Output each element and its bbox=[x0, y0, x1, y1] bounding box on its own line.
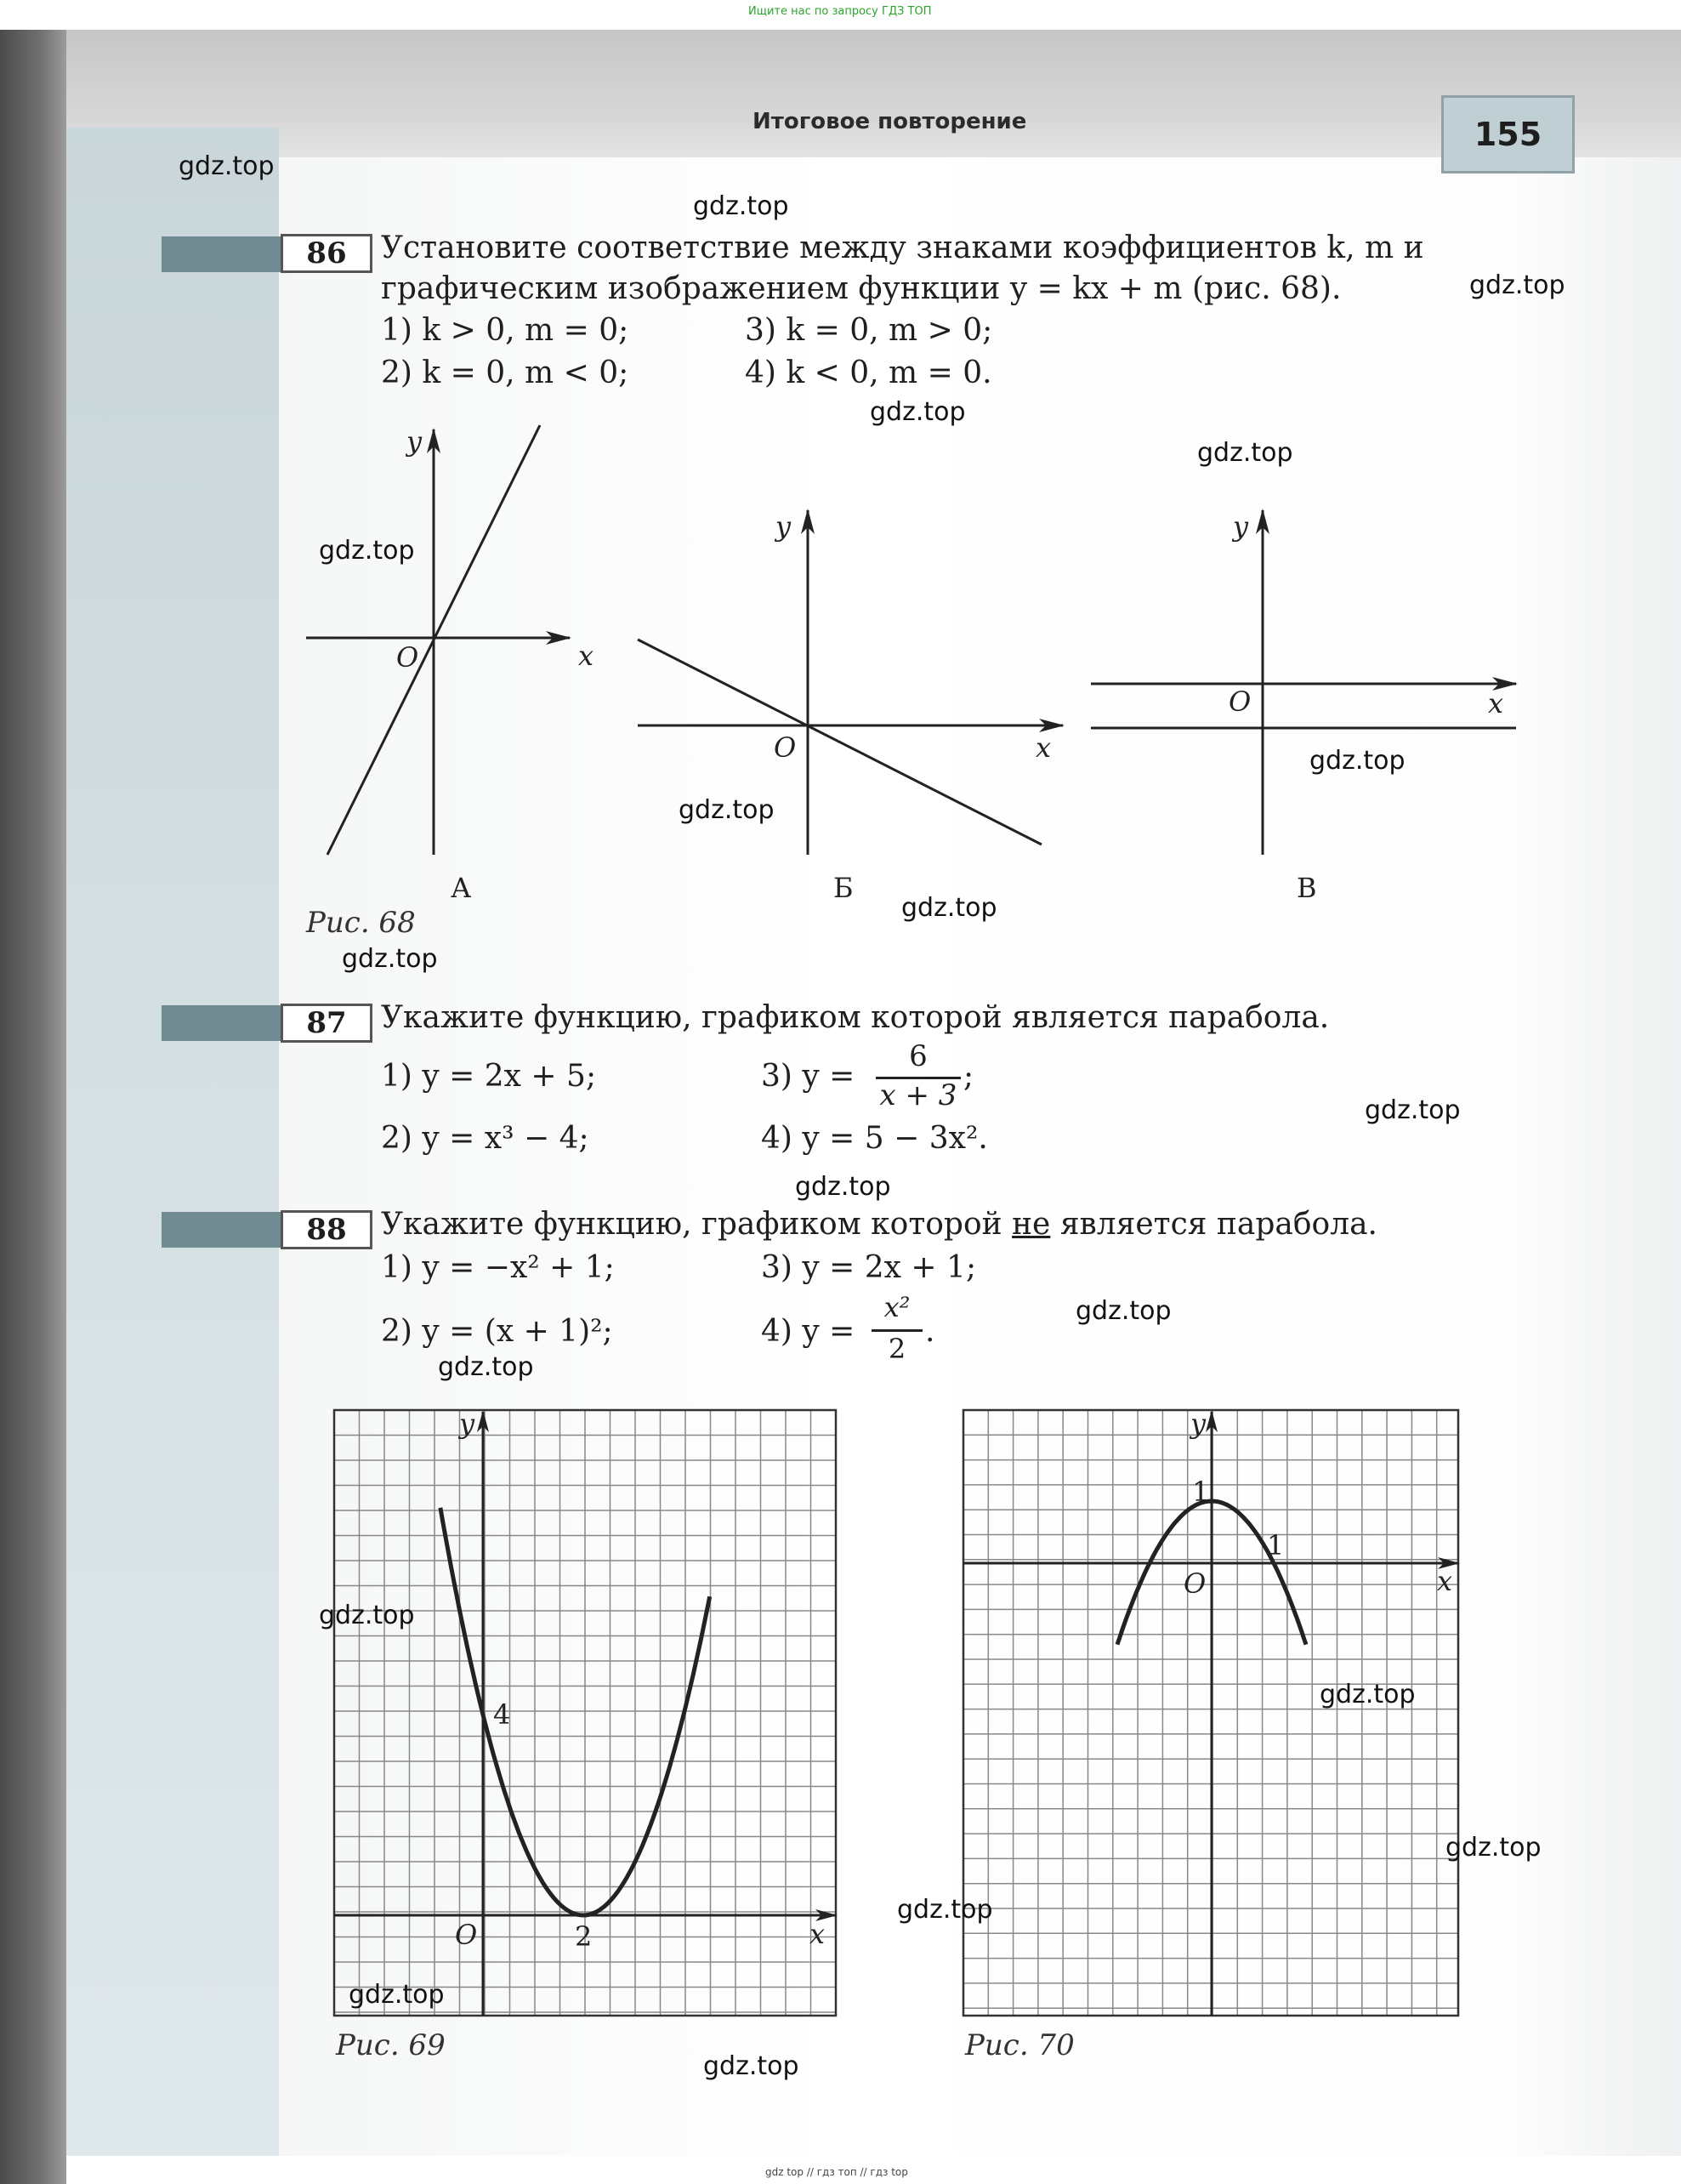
problem-88-line1-ne: не bbox=[1012, 1207, 1051, 1242]
watermark: gdz.top bbox=[1365, 1095, 1461, 1125]
figure-69-caption: Рис. 69 bbox=[336, 2028, 446, 2062]
page-number: 155 bbox=[1441, 95, 1575, 173]
graph-a-x-label: x bbox=[578, 640, 594, 672]
problem-87-option-3-denominator: x + 3 bbox=[879, 1078, 957, 1112]
figure-70-caption: Рис. 70 bbox=[965, 2028, 1075, 2062]
figure-70-label-1-x: 1 bbox=[1267, 1529, 1285, 1561]
problem-86-option-4: 4) k < 0, m = 0. bbox=[745, 355, 992, 390]
problem-88-number: 88 bbox=[281, 1210, 372, 1249]
problem-88-line1-a: Укажите функцию, графиком которой bbox=[381, 1207, 1013, 1242]
figure-70-y-label: y bbox=[1190, 1408, 1207, 1440]
watermark: gdz.top bbox=[795, 1172, 891, 1202]
watermark: gdz.top bbox=[679, 795, 775, 825]
problem-86-line2: графическим изображением функции y = kx + m (рис. 68). bbox=[381, 271, 1342, 306]
figure-68-caption: Рис. 68 bbox=[306, 906, 416, 940]
watermark: gdz.top bbox=[1445, 1833, 1542, 1863]
problem-87-line1: Укажите функцию, графиком которой является парабола. bbox=[381, 1000, 1330, 1035]
problem-88-option-4-prefix: 4) y = bbox=[761, 1314, 855, 1349]
problem-87-number: 87 bbox=[281, 1004, 372, 1043]
graph-b-y-label: y bbox=[775, 510, 792, 543]
graph-b-x-label: x bbox=[1036, 731, 1052, 764]
watermark: gdz.top bbox=[349, 1980, 445, 2010]
problem-86-option-1: 1) k > 0, m = 0; bbox=[381, 313, 629, 348]
figure-70-origin: O bbox=[1184, 1567, 1207, 1600]
problem-88-option-4-numerator: x² bbox=[883, 1291, 911, 1323]
problem-88-option-4-suffix: . bbox=[925, 1314, 935, 1349]
problem-88-option-1: 1) y = −x² + 1; bbox=[381, 1250, 615, 1285]
problem-86-option-3: 3) k = 0, m > 0; bbox=[745, 313, 993, 348]
problem-86-number: 86 bbox=[281, 234, 372, 273]
graph-a-origin: O bbox=[396, 641, 419, 674]
problem-87-option-1: 1) y = 2x + 5; bbox=[381, 1059, 597, 1094]
problem-87-option-3-prefix: 3) y = bbox=[761, 1059, 855, 1094]
watermark: gdz.top bbox=[438, 1352, 534, 1382]
watermark: gdz.top bbox=[1197, 438, 1293, 468]
problem-86-line1: Установите соответствие между знаками коэффициентов k, m и bbox=[381, 230, 1424, 265]
watermark: gdz.top bbox=[1309, 746, 1406, 776]
figure-70-x-label: x bbox=[1437, 1565, 1453, 1597]
graph-b-label: Б bbox=[833, 872, 854, 904]
watermark: gdz.top bbox=[901, 893, 997, 923]
figure-69-origin: O bbox=[455, 1919, 478, 1951]
watermark: gdz.top bbox=[1469, 270, 1565, 300]
watermark: gdz.top bbox=[897, 1895, 993, 1925]
graph-a-label: А bbox=[451, 872, 472, 904]
problem-88-option-4-denominator: 2 bbox=[888, 1333, 906, 1365]
watermark: gdz.top bbox=[693, 191, 789, 221]
graph-v-label: В bbox=[1297, 872, 1317, 904]
header-title: Итоговое повторение bbox=[752, 109, 1027, 134]
problem-87-option-3-numerator: 6 bbox=[909, 1039, 928, 1073]
graph-v-x-label: x bbox=[1488, 687, 1504, 719]
figure-69-y-label: y bbox=[459, 1408, 475, 1440]
watermark: gdz.top bbox=[319, 1601, 415, 1630]
figure-69-x-label: x bbox=[809, 1918, 826, 1950]
problem-88-option-3: 3) y = 2x + 1; bbox=[761, 1250, 977, 1285]
problem-87-option-2: 2) y = x³ − 4; bbox=[381, 1121, 589, 1156]
problem-88-option-2: 2) y = (x + 1)²; bbox=[381, 1314, 613, 1349]
figure-70-label-1-y: 1 bbox=[1192, 1476, 1210, 1508]
watermark: gdz.top bbox=[1320, 1680, 1416, 1709]
figure-69-label-2: 2 bbox=[575, 1920, 593, 1953]
watermark: gdz.top bbox=[179, 151, 275, 181]
graph-v-y-label: y bbox=[1233, 510, 1249, 543]
watermark: gdz.top bbox=[319, 536, 415, 566]
watermark: gdz.top bbox=[703, 2051, 799, 2081]
graph-a-y-label: y bbox=[406, 425, 423, 458]
graph-b-origin: O bbox=[774, 731, 797, 764]
watermark: gdz.top bbox=[342, 944, 438, 974]
top-banner: Ищите нас по запросу ГДЗ ТОП bbox=[748, 5, 932, 18]
problem-88-line1-b: является парабола. bbox=[1050, 1207, 1378, 1242]
problem-87-option-3-suffix: ; bbox=[963, 1059, 974, 1094]
problem-86-option-2: 2) k = 0, m < 0; bbox=[381, 355, 629, 390]
figure-69-label-4: 4 bbox=[493, 1698, 511, 1731]
watermark: gdz.top bbox=[870, 397, 966, 427]
graph-v-origin: O bbox=[1229, 685, 1252, 718]
problem-87-option-4: 4) y = 5 − 3x². bbox=[761, 1121, 988, 1156]
footer: gdz top // гдз топ // гдз top bbox=[765, 2166, 908, 2178]
watermark: gdz.top bbox=[1076, 1296, 1172, 1326]
